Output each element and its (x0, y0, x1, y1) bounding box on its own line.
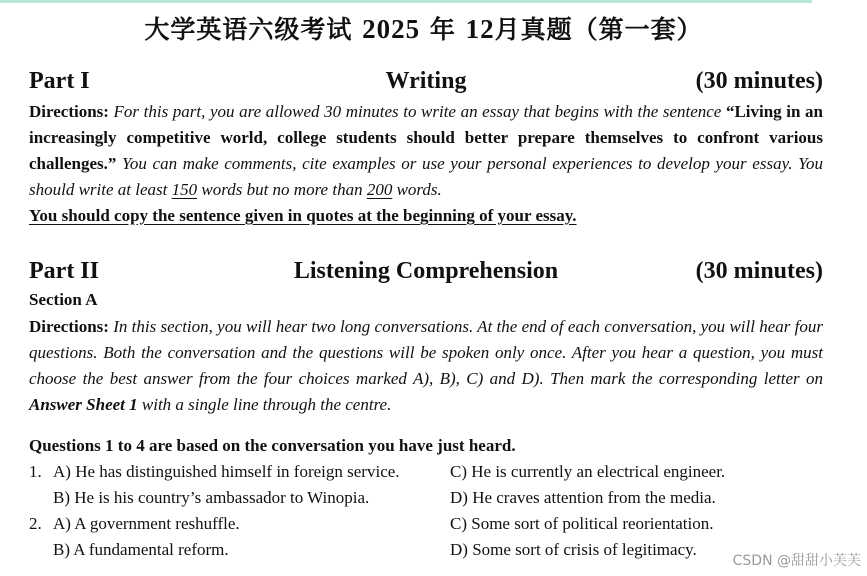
title-prefix: 大学英语六级考试 (144, 15, 353, 44)
question-option-b: B) He is his country’s ambassador to Winopia. (53, 488, 370, 507)
part2-label: Part II (29, 258, 99, 284)
part1-quote: “Living in an increasingly competitive world, college students should better prepare themselves to confront various challenges.” (29, 102, 823, 173)
title-year: 2025 (362, 14, 421, 44)
top-accent-line (0, 0, 812, 3)
questions-heading: Questions 1 to 4 are based on the conversation you have just heard. (29, 436, 516, 455)
part2-name: Listening Comprehension (293, 258, 559, 284)
question-number: 1. (29, 462, 42, 481)
part1-instruction: You should copy the sentence given in quotes at the beginning of your essay. (29, 206, 577, 225)
watermark: CSDN @甜甜小芙芙 (732, 553, 861, 569)
question-option-c: C) He is currently an electrical engineer. (450, 462, 726, 481)
part1-min-words: 150 (171, 180, 198, 199)
section-a-label: Section A (29, 290, 98, 309)
page-title (0, 10, 847, 46)
title-month: 12 (465, 14, 495, 44)
part1-time: (30 minutes) (695, 68, 823, 94)
part2-directions-text-2: with a single line through the centre. (137, 395, 392, 414)
answer-sheet-label: Answer Sheet 1 (29, 395, 138, 414)
question-option-b: B) A fundamental reform. (53, 540, 229, 559)
part1-directions-text-3: words but no more than (197, 180, 367, 199)
part2-directions-text-1: In this section, you will hear two long conversations. At the end of each conversation, you will hear four questions. Both the conversation and the questions will be spoken only once. After you hear a question, you must choose the best answer from the four choices marked A), B), C) and D). Then mark the corresponding letter on (29, 317, 823, 388)
part1-directions (29, 99, 823, 203)
question-number: 2. (29, 514, 42, 533)
question-option-a: A) He has distinguished himself in foreign service. (53, 462, 400, 481)
part1-directions-label: Directions: (29, 102, 109, 121)
part1-label: Part I (29, 68, 90, 94)
part1-directions-text-2: You can make comments, cite examples or use your personal experiences to develop your essay. You should write at least (29, 154, 823, 199)
part1-instruction-wrap (29, 203, 823, 229)
part1-max-words: 200 (366, 180, 393, 199)
question-option-c: C) Some sort of political reorientation. (450, 514, 714, 533)
title-suffix: 月真题（第一套） (494, 15, 703, 44)
part1-directions-text-1: For this part, you are allowed 30 minutes to write an essay that begins with the sentence (108, 102, 726, 121)
part1-header (29, 68, 823, 98)
part2-header (29, 258, 823, 288)
part1-name: Writing (385, 68, 467, 94)
question-option-a: A) A government reshuffle. (53, 514, 240, 533)
part2-directions-label: Directions: (29, 317, 109, 336)
title-nian: 年 (429, 15, 456, 44)
part1-directions-text-4: words. (392, 180, 442, 199)
question-option-d: D) Some sort of crisis of legitimacy. (450, 540, 697, 559)
question-option-d: D) He craves attention from the media. (450, 488, 716, 507)
part2-time: (30 minutes) (695, 258, 823, 284)
part2-directions (29, 314, 823, 418)
